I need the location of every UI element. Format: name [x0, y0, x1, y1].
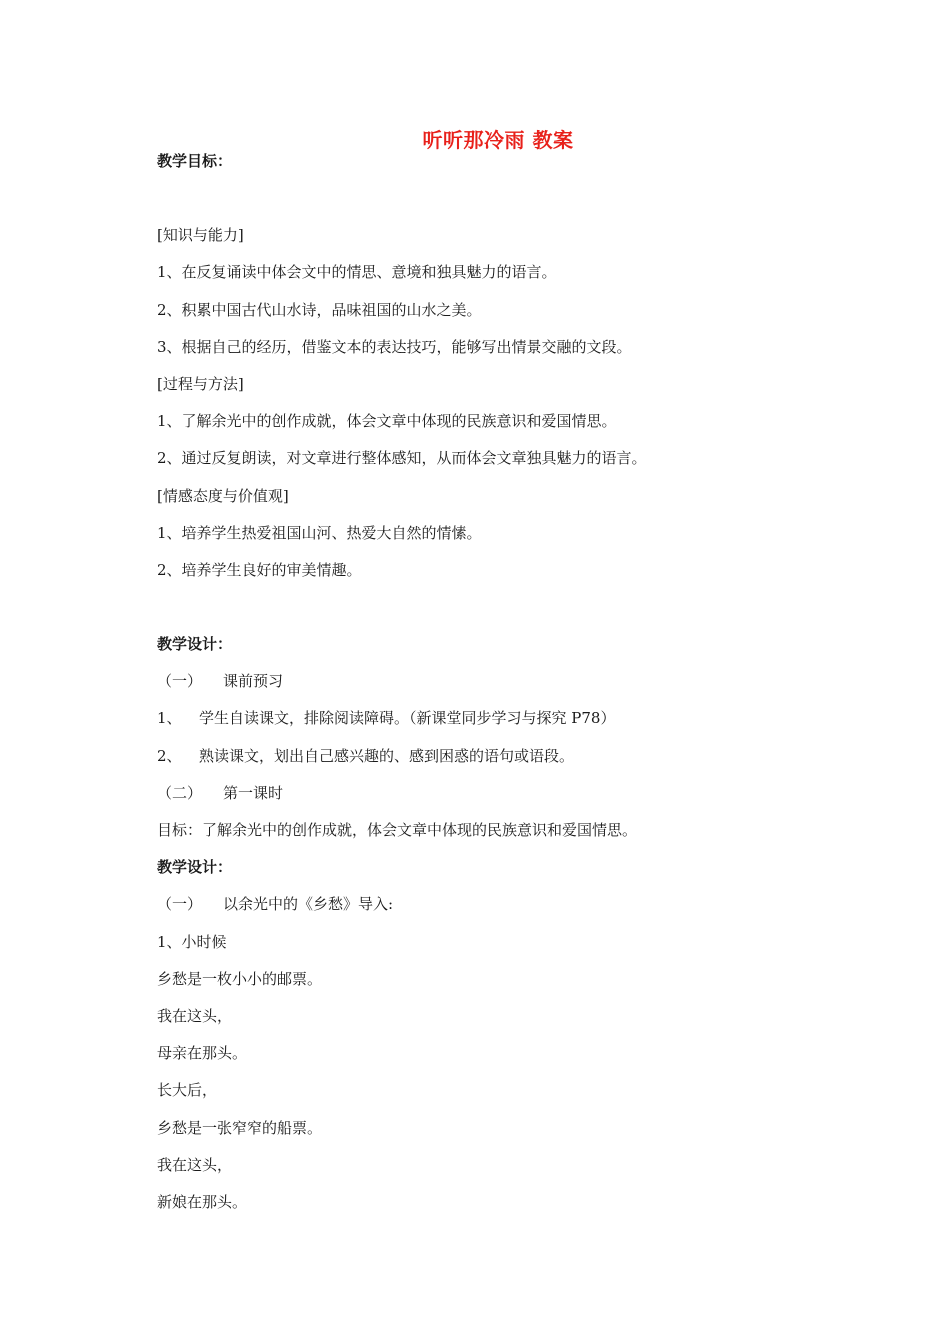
section-one: [157, 671, 283, 691]
emotion-label: [情感态度与价值观]: [157, 486, 289, 505]
poem-line-1: 1、小时候: [157, 932, 227, 951]
prep-item-2-number: 2、: [157, 746, 182, 765]
poem-line-2: 乡愁是一枚小小的邮票。: [157, 969, 323, 988]
spacer: [157, 597, 857, 634]
prep-item-1-text: 学生自读课文，排除阅读障碍。（新课堂同步学习与探究 P78）: [199, 709, 616, 728]
goals-heading: 教学目标：: [157, 152, 233, 170]
intro-number: （一）: [157, 895, 203, 914]
prep-item-1-number: 1、: [157, 709, 182, 728]
poem-line-7: 我在这头，: [157, 1155, 233, 1174]
poem-line-3: 我在这头，: [157, 1006, 233, 1025]
prep-item-2-text: 熟读课文，划出自己感兴趣的、感到困惑的语句或语段。: [199, 746, 575, 765]
poem-line-8: 新娘在那头。: [157, 1192, 248, 1211]
knowledge-item-3: 3、根据自己的经历，借鉴文本的表达技巧，能够写出情景交融的文段。: [157, 337, 632, 356]
document-title: 听听那冷雨 教案: [422, 128, 574, 152]
section-one-number: （一）: [157, 672, 203, 691]
poem-line-4: 母亲在那头。: [157, 1044, 248, 1063]
intro-title: 以余光中的《乡愁》导入:: [223, 895, 394, 914]
design-heading-2: 教学设计：: [157, 858, 233, 877]
section-one-title: 课前预习: [223, 672, 284, 691]
knowledge-item-2: 2、积累中国古代山水诗，品味祖国的山水之美。: [157, 300, 482, 319]
section-two-title: 第一课时: [223, 783, 284, 802]
design-heading: 教学设计：: [157, 635, 233, 654]
document-body: [157, 151, 857, 1229]
prep-item-1: [157, 708, 857, 728]
spacer: [157, 188, 857, 225]
emotion-item-1: 1、培养学生热爱祖国山河、热爱大自然的情愫。: [157, 523, 482, 542]
knowledge-item-1: 1、在反复诵读中体会文中的情思、意境和独具魅力的语言。: [157, 263, 557, 282]
goal-line: 目标：了解余光中的创作成就，体会文章中体现的民族意识和爱国情思。: [157, 821, 638, 839]
emotion-item-2: 2、培养学生良好的审美情趣。: [157, 560, 362, 579]
process-label: [过程与方法]: [157, 374, 244, 393]
section-two: [157, 783, 283, 803]
process-item-1: 1、了解余光中的创作成就，体会文章中体现的民族意识和爱国情思。: [157, 412, 617, 431]
intro-section: [157, 894, 393, 914]
poem-line-6: 乡愁是一张窄窄的船票。: [157, 1118, 323, 1137]
process-item-2: 2、通过反复朗读，对文章进行整体感知，从而体会文章独具魅力的语言。: [157, 449, 647, 468]
poem-line-5: 长大后，: [157, 1081, 218, 1100]
prep-item-2: [157, 746, 857, 766]
section-two-number: （二）: [157, 783, 203, 802]
knowledge-label: [知识与能力]: [157, 226, 244, 245]
